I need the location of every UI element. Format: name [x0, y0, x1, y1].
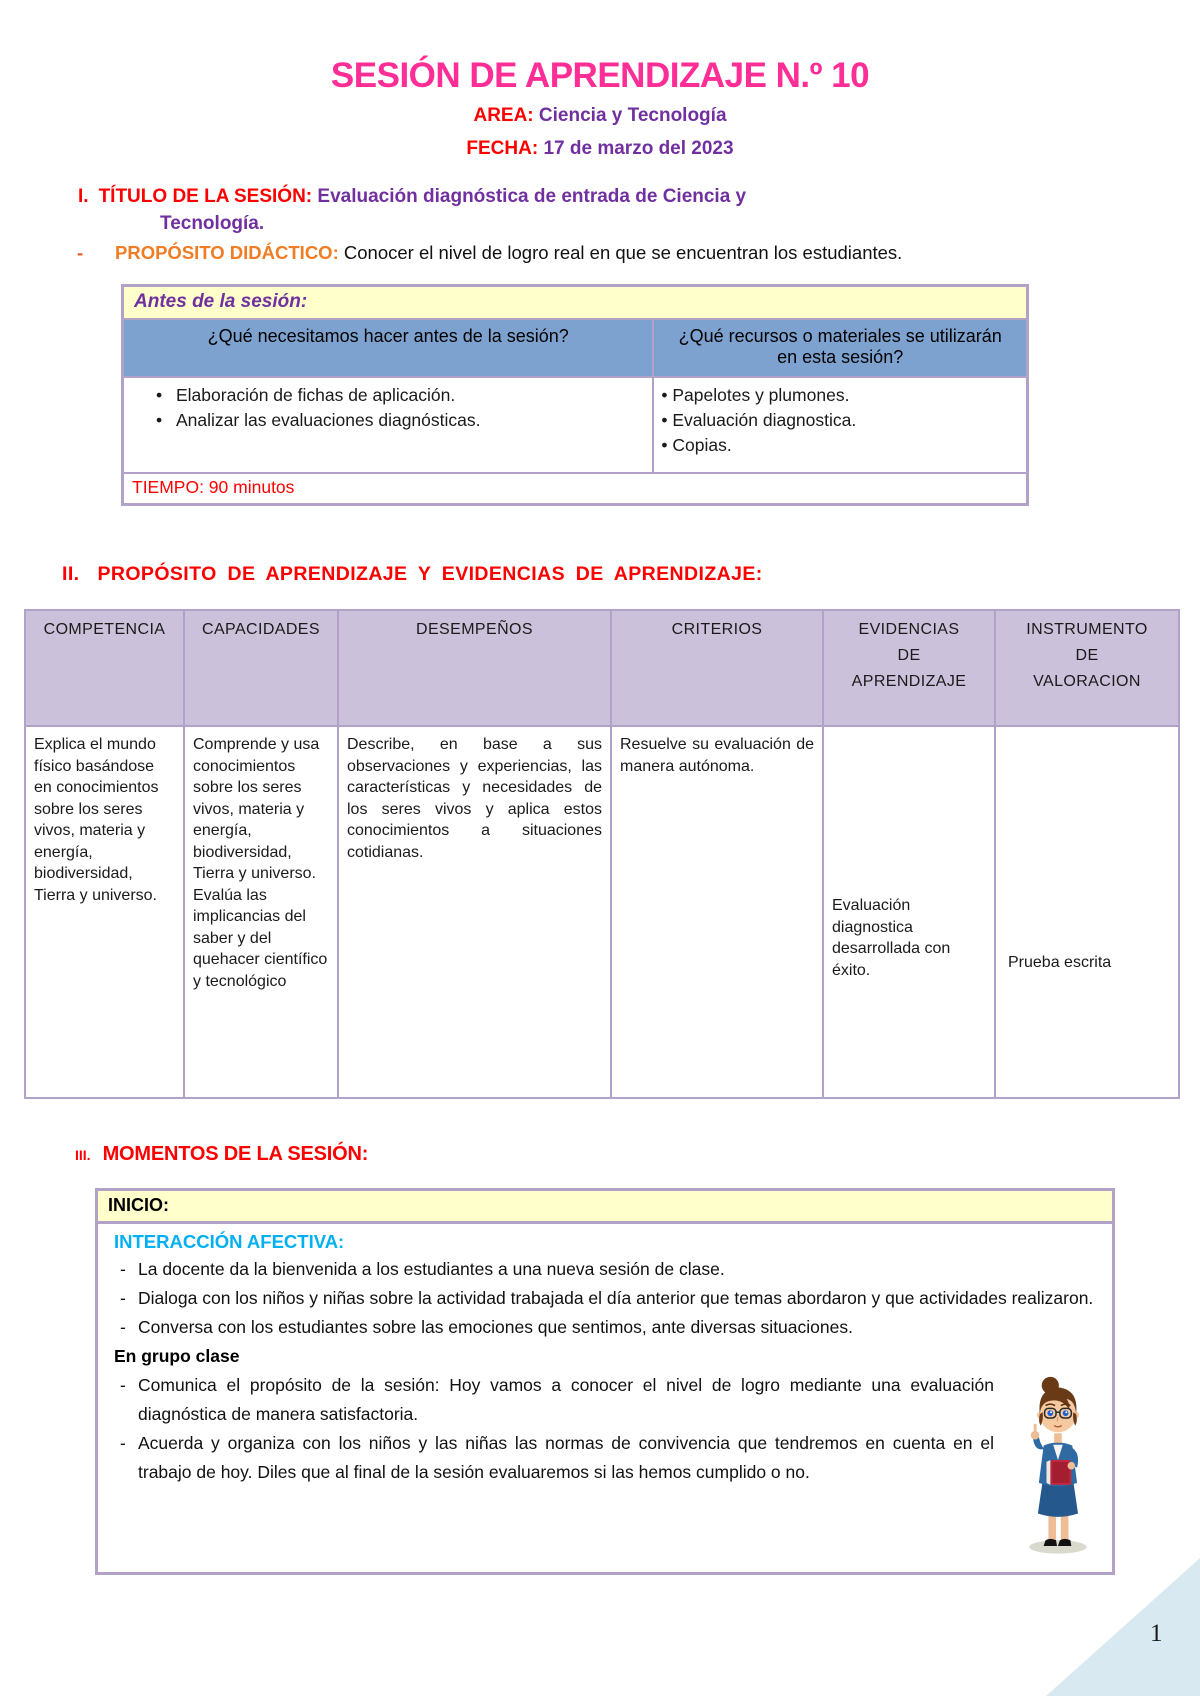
list-item: - Dialoga con los niños y niñas sobre la actividad trabajada el día anterior que temas abordaron y que actividades realizaron.	[114, 1284, 1094, 1313]
section1-numeral: I.	[78, 186, 89, 207]
page-number: 1	[1150, 1620, 1163, 1647]
group-heading: En grupo clase	[114, 1346, 240, 1366]
list-item: - La docente da la bienvenida a los estudiantes a una nueva sesión de clase.	[114, 1255, 1094, 1284]
antes-col1-cell	[124, 378, 654, 472]
list-item: - Conversa con los estudiantes sobre las emociones que sentimos, ante diversas situaciones.	[114, 1313, 1094, 1342]
col-header-criterios: CRITERIOS	[611, 610, 823, 726]
area-value: Ciencia y Tecnología	[538, 105, 727, 126]
cell-desempenos: Describe, en base a sus observaciones y experiencias, las características y necesidades de los seres vivos y aplica estos conocimientos a situaciones cotidianas.	[338, 726, 611, 1098]
antes-header-row	[124, 320, 1026, 378]
section1-value-line1: Evaluación diagnóstica de entrada de Ciencia y	[317, 186, 747, 207]
cell-capacidades: Comprende y usa conocimientos sobre los seres vivos, materia y energía, biodiversidad, Tierra y universo. Evalúa las implicancias del saber y del quehacer científico y tecnológico	[184, 726, 338, 1098]
list-item: • Analizar las evaluaciones diagnósticas.	[154, 408, 644, 433]
section1-label: TÍTULO DE LA SESIÓN:	[98, 186, 313, 207]
cell-competencia: Explica el mundo físico basándose en conocimientos sobre los seres vivos, materia y energía, biodiversidad, Tierra y universo.	[25, 726, 184, 1098]
fecha-label: FECHA:	[466, 138, 539, 159]
fecha-value: 17 de marzo del 2023	[543, 138, 734, 159]
list-item: - Comunica el propósito de la sesión: Hoy vamos a conocer el nivel de logro mediante una evaluación diagnóstica de manera satisfactoria.	[114, 1371, 1094, 1429]
section3-heading	[75, 1143, 368, 1166]
antes-banner: Antes de la sesión:	[124, 287, 1026, 320]
propositos-header-row	[25, 610, 1179, 726]
area-label: AREA:	[473, 105, 534, 126]
proposito-text: Conocer el nivel de logro real en que se encuentran los estudiantes.	[343, 242, 903, 263]
antes-body-row	[124, 378, 1026, 472]
inicio-banner: INICIO:	[98, 1191, 1112, 1224]
list-item: • Copias.	[661, 433, 1018, 458]
proposito-paragraph	[75, 240, 1037, 266]
section2-label: PROPÓSITO DE APRENDIZAJE Y EVIDENCIAS DE APRENDIZAJE:	[97, 563, 763, 585]
list-item: • Papelotes y plumones.	[661, 383, 1018, 408]
inicio-content	[98, 1224, 1112, 1487]
section2-heading	[62, 563, 763, 586]
col-header-competencia: COMPETENCIA	[25, 610, 184, 726]
antes-table	[121, 284, 1029, 506]
col-header-desempenos: DESEMPEÑOS	[338, 610, 611, 726]
inicio-box	[95, 1188, 1115, 1575]
section3-label: MOMENTOS DE LA SESIÓN:	[102, 1143, 369, 1165]
propositos-table	[24, 609, 1180, 1099]
section1-value-line2: Tecnología.	[160, 213, 265, 234]
section2-numeral: II.	[62, 563, 80, 585]
list-item: • Elaboración de fichas de aplicación.	[154, 383, 644, 408]
col-header-capacidades: CAPACIDADES	[184, 610, 338, 726]
proposito-label: PROPÓSITO DIDÁCTICO:	[115, 242, 339, 263]
list-item: • Evaluación diagnostica.	[661, 408, 1018, 433]
section1-title-line	[78, 186, 1128, 208]
interaccion-afectiva-heading: INTERACCIÓN AFECTIVA:	[114, 1231, 345, 1252]
tiempo-row: TIEMPO: 90 minutos	[124, 472, 1026, 503]
antes-col1-header: ¿Qué necesitamos hacer antes de la sesión?	[124, 320, 654, 376]
fecha-line	[0, 138, 1200, 160]
page-title: SESIÓN DE APRENDIZAJE N.º 10	[330, 56, 870, 95]
cell-instrumento: Prueba escrita	[995, 726, 1179, 1098]
propositos-body-row	[25, 726, 1179, 1098]
teacher-clipart	[1014, 1364, 1100, 1556]
cell-criterios: Resuelve su evaluación de manera autónoma.	[611, 726, 823, 1098]
col-header-evidencias: EVIDENCIAS DE APRENDIZAJE	[823, 610, 995, 726]
section3-numeral: III.	[75, 1147, 91, 1163]
corner-decoration	[1046, 1558, 1200, 1696]
list-item: - Acuerda y organiza con los niños y las niñas las normas de convivencia que tendremos en cuenta en el trabajo de hoy. Diles que al final de la sesión evaluaremos si las hemos cumplido o no.	[114, 1429, 1094, 1487]
cell-evidencias: Evaluación diagnostica desarrollada con éxito.	[823, 726, 995, 1098]
antes-col2-cell	[654, 378, 1026, 472]
antes-col2-header: ¿Qué recursos o materiales se utilizarán en esta sesión?	[678, 326, 1002, 367]
area-line	[0, 105, 1200, 127]
col-header-instrumento: INSTRUMENTO DE VALORACION	[995, 610, 1179, 726]
